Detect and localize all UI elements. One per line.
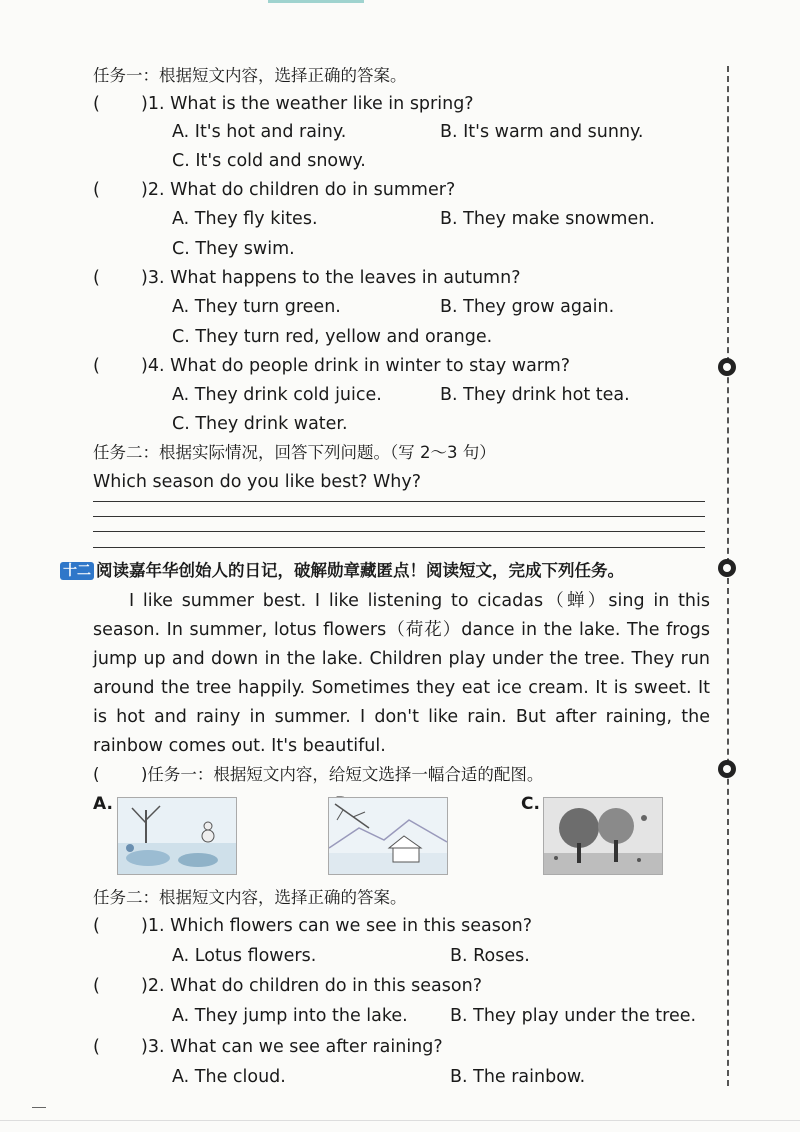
- question-3: [93, 1035, 443, 1059]
- question-1: [93, 914, 532, 938]
- answer-line[interactable]: [93, 501, 705, 502]
- question-text: )3. What can we see after raining?: [141, 1037, 443, 1057]
- binding-hole-icon: [718, 358, 736, 376]
- question-text: )2. What do children do in this season?: [141, 976, 482, 996]
- question-text: )2. What do children do in summer?: [141, 180, 456, 200]
- option-b: B. They drink hot tea.: [440, 385, 630, 405]
- question-3: [93, 266, 520, 290]
- option-c: C. They swim.: [172, 239, 295, 259]
- answer-blank[interactable]: (: [93, 94, 100, 114]
- picture-a-label: A.: [93, 794, 113, 814]
- question-4: [93, 354, 570, 378]
- section-12-title: 十二 阅读嘉年华创始人的日记，破解勋章藏匿点！阅读短文，完成下列任务。: [60, 559, 624, 583]
- option-c: C. They drink water.: [172, 414, 348, 434]
- answer-line[interactable]: [93, 547, 705, 548]
- answer-line[interactable]: [93, 516, 705, 517]
- picture-task: ( )任务一：根据短文内容，给短文选择一幅合适的配图。: [93, 763, 543, 787]
- reading-passage: I like summer best. I like listening to cicadas（蝉）sing in this season. In summer, lotus flowers（荷花）dance in the lake. The frogs jump up and down in the lake. Children play under the tree. They run around the tree happily. Sometimes they eat ice cream. It is sweet. It is hot and rainy in summer. I don't like rain. But after raining, the rainbow comes out. It's beautiful.: [93, 591, 710, 756]
- option-c: C. They turn red, yellow and orange.: [172, 327, 493, 347]
- corner-mark: [32, 1107, 46, 1108]
- option-c: C. It's cold and snowy.: [172, 151, 366, 171]
- option-b: B. They play under the tree.: [450, 1006, 697, 1026]
- option-a: A. They fly kites.: [172, 209, 318, 229]
- option-b: B. Roses.: [450, 946, 530, 966]
- answer-blank[interactable]: (: [93, 976, 100, 996]
- option-a: A. It's hot and rainy.: [172, 122, 347, 142]
- answer-blank[interactable]: (: [93, 1037, 100, 1057]
- answer-blank[interactable]: (: [93, 765, 100, 784]
- option-a: A. They turn green.: [172, 297, 341, 317]
- section-number-badge: 十二: [60, 562, 94, 580]
- option-b: B. It's warm and sunny.: [440, 122, 644, 142]
- winter-picture[interactable]: [117, 797, 237, 875]
- option-a: A. They jump into the lake.: [172, 1006, 408, 1026]
- autumn-trees-picture[interactable]: [543, 797, 663, 875]
- option-b: B. They grow again.: [440, 297, 615, 317]
- question-1: [93, 92, 474, 116]
- question-text: )4. What do people drink in winter to stay warm?: [141, 356, 571, 376]
- option-a: A. They drink cold juice.: [172, 385, 382, 405]
- task2b-title: 任务二：根据短文内容，选择正确的答案。: [93, 888, 407, 907]
- question-2: [93, 178, 455, 202]
- bottom-edge: [0, 1120, 800, 1121]
- answer-blank[interactable]: (: [93, 916, 100, 936]
- question-2: [93, 974, 482, 998]
- task1-title: 任务一：根据短文内容，选择正确的答案。: [93, 66, 407, 85]
- option-b: B. They make snowmen.: [440, 209, 655, 229]
- question-text: )1. Which flowers can we see in this season?: [141, 916, 532, 936]
- answer-blank[interactable]: (: [93, 356, 100, 376]
- open-question: Which season do you like best? Why?: [93, 472, 422, 492]
- question-text: )1. What is the weather like in spring?: [141, 94, 474, 114]
- answer-blank[interactable]: (: [93, 180, 100, 200]
- snow-house-picture[interactable]: [328, 797, 448, 875]
- task2-title: 任务二：根据实际情况，回答下列问题。（写 2～3 句）: [93, 443, 496, 462]
- option-a: A. Lotus flowers.: [172, 946, 317, 966]
- top-color-bar: [268, 0, 364, 3]
- option-b: B. The rainbow.: [450, 1067, 586, 1087]
- answer-line[interactable]: [93, 531, 705, 532]
- question-text: )3. What happens to the leaves in autumn?: [141, 268, 521, 288]
- binding-hole-icon: [718, 559, 736, 577]
- picture-c-label: C.: [521, 794, 540, 814]
- binding-hole-icon: [718, 760, 736, 778]
- option-a: A. The cloud.: [172, 1067, 286, 1087]
- answer-blank[interactable]: (: [93, 268, 100, 288]
